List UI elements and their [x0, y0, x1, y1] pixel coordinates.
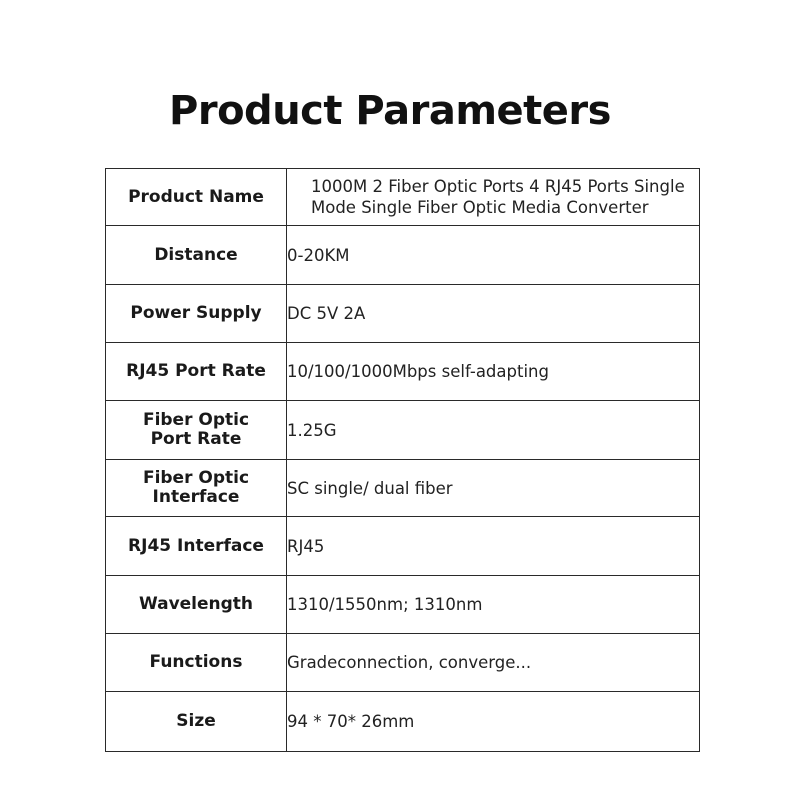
table-row-product-name — [106, 169, 700, 226]
page-title: Product Parameters — [169, 88, 611, 134]
table-row-fiber-optic-port-rate — [106, 401, 700, 460]
table-row-fiber-optic-interface — [106, 460, 700, 517]
row-value — [287, 226, 700, 285]
table-row-power-supply — [106, 285, 700, 343]
row-label — [106, 285, 287, 343]
row-label — [106, 169, 287, 226]
row-value — [287, 343, 700, 401]
table-row-rj45-interface — [106, 517, 700, 576]
row-label — [106, 634, 287, 692]
table-row-size — [106, 692, 700, 752]
row-value — [287, 517, 700, 576]
row-label-text: RJ45 Interface — [128, 535, 264, 556]
row-value-text: 1310/1550nm; 1310nm — [287, 595, 483, 614]
row-label — [106, 226, 287, 285]
table-row-wavelength — [106, 576, 700, 634]
row-label-text: Port Rate — [150, 429, 242, 449]
row-value-text: RJ45 — [287, 536, 325, 556]
table-row-rj45-port-rate — [106, 343, 700, 401]
row-value — [287, 169, 700, 226]
row-label-text: Distance — [154, 244, 238, 265]
row-value-text: Mode Single Fiber Optic Media Converter — [311, 198, 649, 217]
row-label-text: Functions — [149, 652, 243, 672]
product-parameters-table — [105, 168, 700, 752]
table-row-functions — [106, 634, 700, 692]
row-value-text: Gradeconnection, converge... — [287, 653, 532, 672]
row-value-text: DC 5V 2A — [287, 304, 366, 323]
row-label — [106, 692, 287, 752]
row-value-text: 1.25G — [287, 420, 337, 440]
row-label — [106, 517, 287, 576]
row-label-text: Interface — [152, 487, 240, 507]
row-label — [106, 576, 287, 634]
row-label-text: Wavelength — [138, 594, 254, 614]
row-label-text: Fiber Optic — [142, 410, 250, 430]
row-value — [287, 401, 700, 460]
row-label-text: Fiber Optic — [142, 468, 250, 488]
row-label — [106, 343, 287, 401]
row-value-text: 10/100/1000Mbps self-adapting — [287, 362, 549, 381]
row-label-text: RJ45 Port Rate — [126, 361, 266, 381]
row-value — [287, 285, 700, 343]
table-row-distance — [106, 226, 700, 285]
row-label — [106, 401, 287, 460]
row-value — [287, 460, 700, 517]
row-label — [106, 460, 287, 517]
row-value — [287, 692, 700, 752]
row-value — [287, 634, 700, 692]
row-label-text: Product Name — [128, 186, 264, 207]
row-value — [287, 576, 700, 634]
row-value-text: 1000M 2 Fiber Optic Ports 4 RJ45 Ports Single — [311, 177, 685, 196]
row-label-text: Size — [176, 711, 216, 731]
row-label-text: Power Supply — [130, 303, 262, 323]
row-value-text: 94 * 70* 26mm — [287, 712, 415, 731]
row-value-text: SC single/ dual fiber — [287, 478, 453, 498]
row-value-text: 0-20KM — [287, 245, 350, 265]
